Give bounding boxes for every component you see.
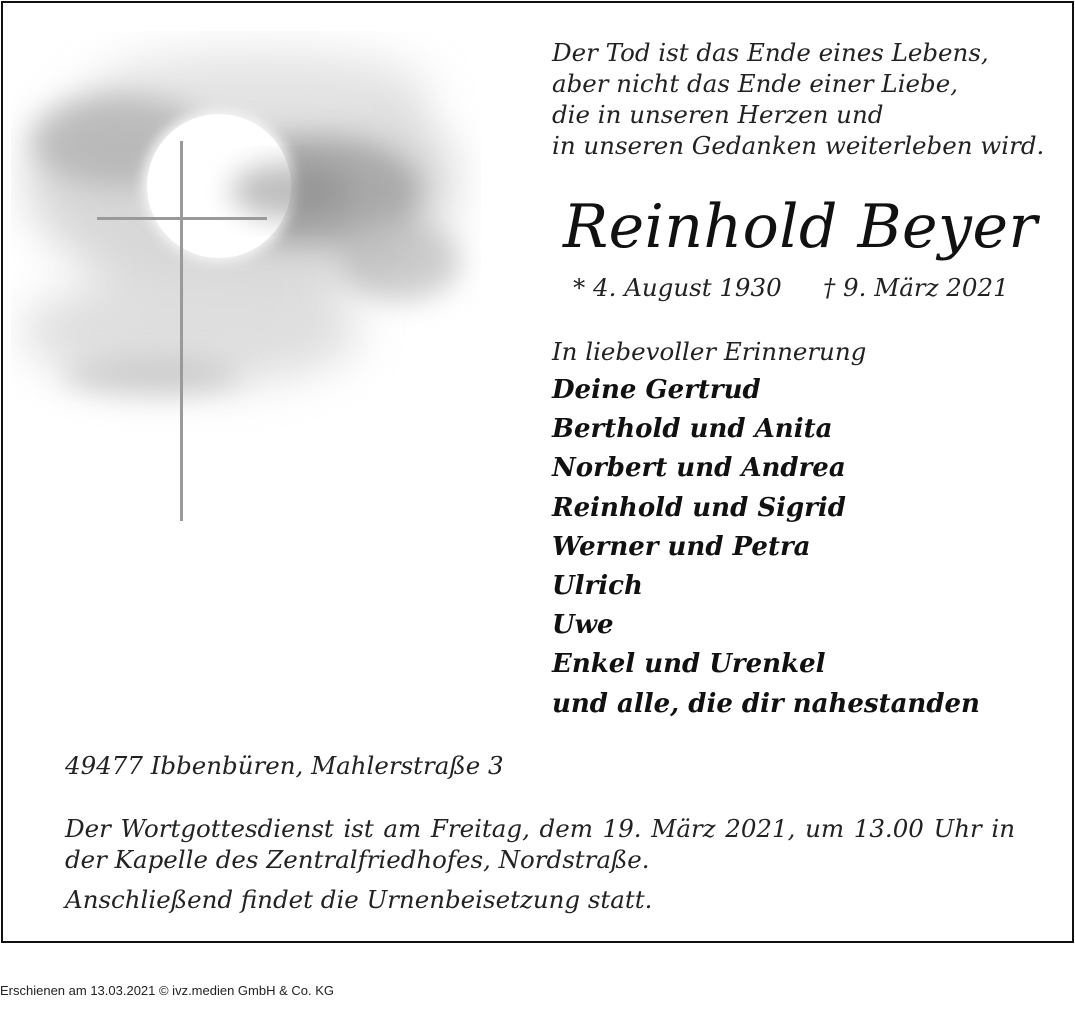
mourner: Werner und Petra bbox=[552, 531, 811, 562]
quote-line: Der Tod ist das Ende eines Lebens, bbox=[552, 38, 989, 67]
burial-info: Anschließend findet die Urnenbeisetzung statt. bbox=[65, 885, 653, 914]
mourner: Reinhold und Sigrid bbox=[552, 492, 846, 523]
mourner: Norbert und Andrea bbox=[552, 453, 846, 484]
mourners-list bbox=[552, 371, 980, 724]
deceased-name: Reinhold Beyer bbox=[563, 192, 1038, 262]
mourner: Deine Gertrud bbox=[552, 375, 761, 405]
obituary-notice bbox=[1, 1, 1074, 943]
memory-intro: In liebevoller Erinnerung bbox=[552, 337, 867, 366]
quote-line: aber nicht das Ende einer Liebe, bbox=[552, 69, 959, 98]
death-date: † 9. März 2021 bbox=[823, 273, 1009, 302]
mourner: Ulrich bbox=[552, 571, 643, 602]
quote-line: in unseren Gedanken weiterleben wird. bbox=[552, 131, 1045, 160]
birth-date: * 4. August 1930 bbox=[573, 273, 782, 302]
address: 49477 Ibbenbüren, Mahlerstraße 3 bbox=[65, 751, 504, 780]
cross-moon-image bbox=[11, 31, 481, 531]
quote-line: die in unseren Herzen und bbox=[552, 100, 884, 129]
publication-footer: Erschienen am 13.03.2021 © ivz.medien GmbH & Co. KG bbox=[0, 983, 335, 998]
mourner: Enkel und Urenkel bbox=[552, 649, 826, 680]
mourner: Berthold und Anita bbox=[552, 414, 833, 445]
memorial-quote bbox=[552, 37, 1052, 161]
service-info: Der Wortgottesdienst ist am Freitag, dem 19. März 2021, um 13.00 Uhr in der Kapelle des Zentralfriedhofes, Nordstraße. bbox=[65, 814, 1015, 874]
cross-moon-icon bbox=[11, 31, 481, 531]
mourner: Uwe bbox=[552, 610, 614, 641]
mourner: und alle, die dir nahestanden bbox=[552, 688, 980, 719]
